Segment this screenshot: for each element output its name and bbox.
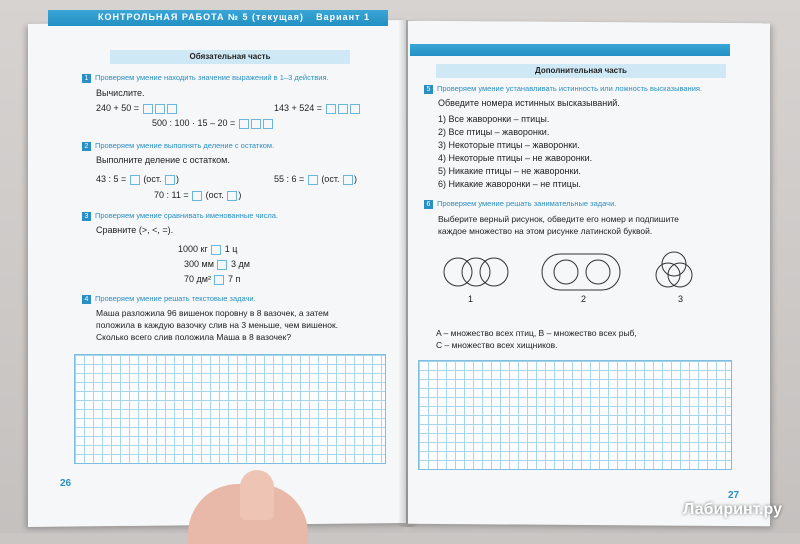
answer-box[interactable] xyxy=(343,175,353,185)
answer-box[interactable] xyxy=(227,191,237,201)
answer-box[interactable] xyxy=(308,175,318,185)
task2-expr-c xyxy=(154,190,241,201)
compare-right: 7 п xyxy=(227,274,241,284)
compare-right: 3 дм xyxy=(230,259,250,269)
venn-figure-3[interactable] xyxy=(656,252,692,287)
thumb-image xyxy=(240,470,274,520)
task3-compare-b xyxy=(184,259,250,270)
compare-right: 1 ц xyxy=(224,244,238,254)
left-header-band xyxy=(48,10,388,26)
task4-number: 4 xyxy=(82,295,91,304)
legend-line1: A – множество всех птиц, B – множество всех рыб, xyxy=(436,328,637,338)
task3-heading-text: Проверяем умение сравнивать именованные числа. xyxy=(95,211,278,220)
compare-left: 1000 кг xyxy=(178,244,208,254)
task3-heading xyxy=(82,211,278,221)
statement-6[interactable]: 6) Никакие жаворонки – не птицы. xyxy=(438,179,581,189)
answer-box[interactable] xyxy=(239,119,249,129)
compare-box[interactable] xyxy=(217,260,227,270)
task6-number: 6 xyxy=(424,200,433,209)
task5-heading-text: Проверяем умение устанавливать истинность или ложность высказывания. xyxy=(437,84,703,93)
expr-b-text: 143 + 524 = xyxy=(274,103,323,113)
task5-instruction: Обведите номера истинных высказываний. xyxy=(438,98,620,108)
task1-expr-b xyxy=(274,103,361,114)
task4-line1: Маша разложила 96 вишенок поровну в 8 вазочек, а затем xyxy=(96,308,329,318)
expr-a-text: 240 + 50 = xyxy=(96,103,140,113)
div-c-text: 70 : 11 = xyxy=(154,190,189,200)
answer-box[interactable] xyxy=(143,104,153,114)
test-title: КОНТРОЛЬНАЯ РАБОТА № 5 (текущая) xyxy=(98,12,304,22)
compare-box[interactable] xyxy=(211,245,221,255)
right-answer-grid[interactable] xyxy=(418,360,732,470)
task6-line1: Выберите верный рисунок, обведите его номер и подпишите xyxy=(438,214,679,224)
task5-heading xyxy=(424,84,702,94)
remainder-label: (ост. xyxy=(321,174,340,184)
task6-line2: каждое множество на этом рисунке латинской буквой. xyxy=(438,226,653,236)
right-header-band xyxy=(410,44,730,56)
compare-left: 70 дм² xyxy=(184,274,211,284)
venn-figure-2[interactable] xyxy=(542,254,620,290)
venn-figures xyxy=(440,248,730,318)
compare-box[interactable] xyxy=(214,275,224,285)
figure-2-label: 2 xyxy=(581,294,587,304)
variant-label: Вариант 1 xyxy=(316,12,370,22)
div-a-text: 43 : 5 = xyxy=(96,174,127,184)
statement-5[interactable]: 5) Никакие птицы – не жаворонки. xyxy=(438,166,581,176)
answer-box[interactable] xyxy=(251,119,261,129)
answer-box[interactable] xyxy=(263,119,273,129)
remainder-label: (ост. xyxy=(143,174,162,184)
answer-box[interactable] xyxy=(155,104,165,114)
task3-number: 3 xyxy=(82,212,91,221)
venn-figure-1[interactable] xyxy=(444,258,508,286)
answer-box[interactable] xyxy=(326,104,336,114)
task4-line2: положила в каждую вазочку слив на 3 меньше, чем вишенок. xyxy=(96,320,339,330)
watermark-logo: Лабиринт.ру xyxy=(683,501,782,518)
figure-3-label: 3 xyxy=(678,294,684,304)
paren: ) xyxy=(175,174,179,184)
figure-1-label: 1 xyxy=(468,294,474,304)
left-page-number: 26 xyxy=(60,478,72,489)
compare-left: 300 мм xyxy=(184,259,214,269)
answer-box[interactable] xyxy=(130,175,140,185)
task2-instruction: Выполните деление с остатком. xyxy=(96,155,230,165)
div-b-text: 55 : 6 = xyxy=(274,174,305,184)
task2-expr-b xyxy=(274,174,357,185)
left-section-title: Обязательная часть xyxy=(110,50,350,64)
paren: ) xyxy=(353,174,357,184)
paren: ) xyxy=(238,190,242,200)
legend-line2: C – множество всех хищников. xyxy=(436,340,558,350)
task6-heading-text: Проверяем умение решать занимательные задачи. xyxy=(437,199,617,208)
statement-3[interactable]: 3) Некоторые птицы – жаворонки. xyxy=(438,140,580,150)
task4-heading xyxy=(82,294,256,304)
answer-box[interactable] xyxy=(192,191,202,201)
statement-1[interactable]: 1) Все жаворонки – птицы. xyxy=(438,114,550,124)
task2-heading xyxy=(82,141,274,151)
task2-heading-text: Проверяем умение выполнять деление с остатком. xyxy=(95,141,275,150)
task3-compare-a xyxy=(178,244,237,255)
right-section-title: Дополнительная часть xyxy=(436,64,726,78)
task6-heading xyxy=(424,199,616,209)
task4-line3: Сколько всего слив положила Маша в 8 вазочек? xyxy=(96,332,292,342)
task2-number: 2 xyxy=(82,142,91,151)
answer-box[interactable] xyxy=(167,104,177,114)
answer-box[interactable] xyxy=(338,104,348,114)
task1-expr-c xyxy=(152,118,274,129)
task5-number: 5 xyxy=(424,85,433,94)
answer-box[interactable] xyxy=(350,104,360,114)
expr-c-text: 500 : 100 · 15 – 20 = xyxy=(152,118,236,128)
task3-instruction: Сравните (>, <, =). xyxy=(96,225,174,235)
statement-4[interactable]: 4) Некоторые птицы – не жаворонки. xyxy=(438,153,593,163)
remainder-label: (ост. xyxy=(205,190,224,200)
answer-box[interactable] xyxy=(165,175,175,185)
task4-heading-text: Проверяем умение решать текстовые задачи. xyxy=(95,294,256,303)
task1-expr-a xyxy=(96,103,178,114)
left-answer-grid[interactable] xyxy=(74,354,386,464)
right-page-number: 27 xyxy=(728,490,740,501)
task1-number: 1 xyxy=(82,74,91,83)
task1-heading xyxy=(82,73,329,83)
task2-expr-a xyxy=(96,174,179,185)
task3-compare-c xyxy=(184,274,240,285)
task1-heading-text: Проверяем умение находить значение выражений в 1–3 действия. xyxy=(95,73,329,82)
task1-instruction: Вычислите. xyxy=(96,88,145,98)
statement-2[interactable]: 2) Все птицы – жаворонки. xyxy=(438,127,550,137)
